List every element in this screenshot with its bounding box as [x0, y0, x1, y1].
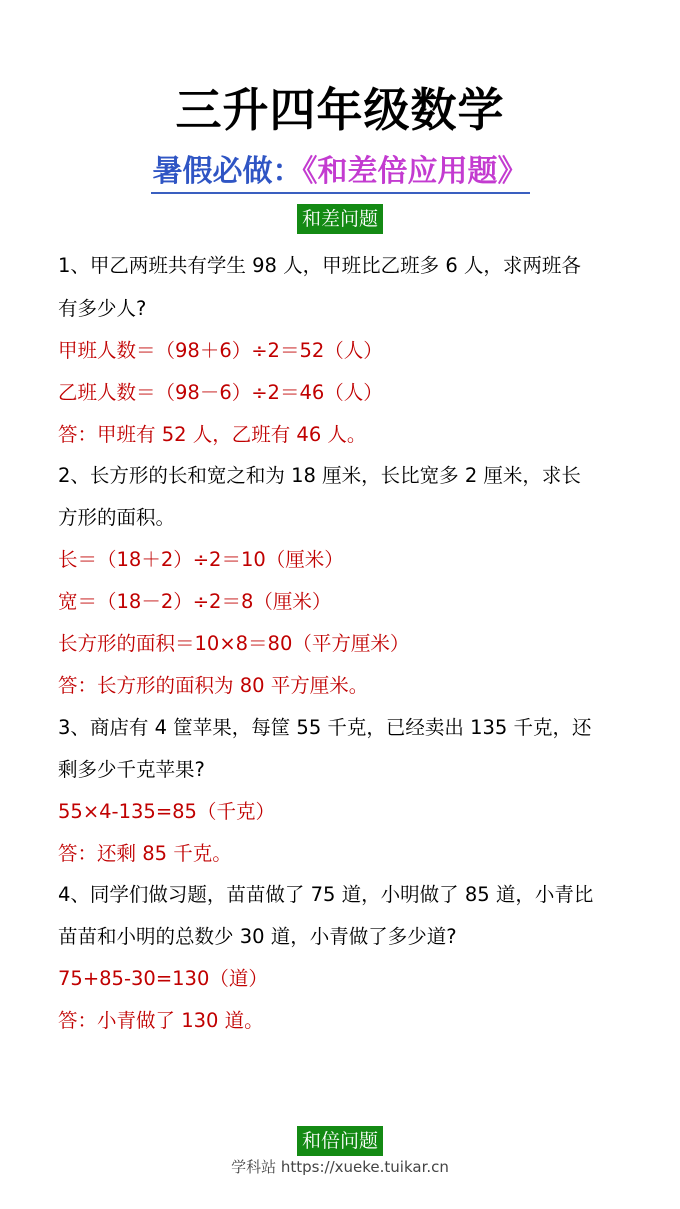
subtitle-lead: 暑假必做： — [152, 154, 303, 189]
problem-1-answer: 答：甲班有 52 人，乙班有 46 人。 — [58, 423, 367, 446]
problem-1-text-cont: 有多少人? — [58, 297, 147, 320]
subtitle-topic: 《和差倍应用题》 — [302, 154, 528, 189]
section-badge-sum-multiple: 和倍问题 — [297, 1126, 383, 1156]
footer-watermark: 学科站 https://xueke.tuikar.cn — [231, 1158, 449, 1176]
problem-3-step-1: 55×4-135=85（千克） — [58, 800, 275, 823]
problem-2-step-1: 长＝（18＋2）÷2＝10（厘米） — [58, 548, 344, 571]
problem-4-text: 4、同学们做习题，苗苗做了 75 道，小明做了 85 道，小青比 — [58, 883, 594, 906]
problem-3-text-cont: 剩多少千克苹果? — [58, 758, 205, 781]
problem-3-text: 3、商店有 4 筐苹果，每筐 55 千克，已经卖出 135 千克，还 — [58, 716, 592, 739]
problem-1-text: 1、甲乙两班共有学生 98 人，甲班比乙班多 6 人，求两班各 — [58, 254, 581, 277]
problem-2-text-cont: 方形的面积。 — [58, 506, 176, 529]
problem-4-step-1: 75+85-30=130（道） — [58, 967, 268, 990]
problem-4-answer: 答：小青做了 130 道。 — [58, 1009, 264, 1032]
section-badge-sum-difference: 和差问题 — [297, 204, 383, 234]
problem-1-step-2: 乙班人数＝（98－6）÷2＝46（人） — [58, 381, 383, 404]
page-subtitle — [0, 146, 680, 194]
problem-3-answer: 答：还剩 85 千克。 — [58, 842, 232, 865]
page-title: 三升四年级数学 — [175, 83, 505, 137]
problem-4-text-cont: 苗苗和小明的总数少 30 道，小青做了多少道? — [58, 925, 457, 948]
problem-2-answer: 答：长方形的面积为 80 平方厘米。 — [58, 674, 369, 697]
problem-2-text: 2、长方形的长和宽之和为 18 厘米，长比宽多 2 厘米，求长 — [58, 464, 581, 487]
problem-2-step-3: 长方形的面积＝10×8＝80（平方厘米） — [58, 632, 410, 655]
problem-2-step-2: 宽＝（18－2）÷2＝8（厘米） — [58, 590, 332, 613]
problem-1-step-1: 甲班人数＝（98＋6）÷2＝52（人） — [58, 339, 383, 362]
